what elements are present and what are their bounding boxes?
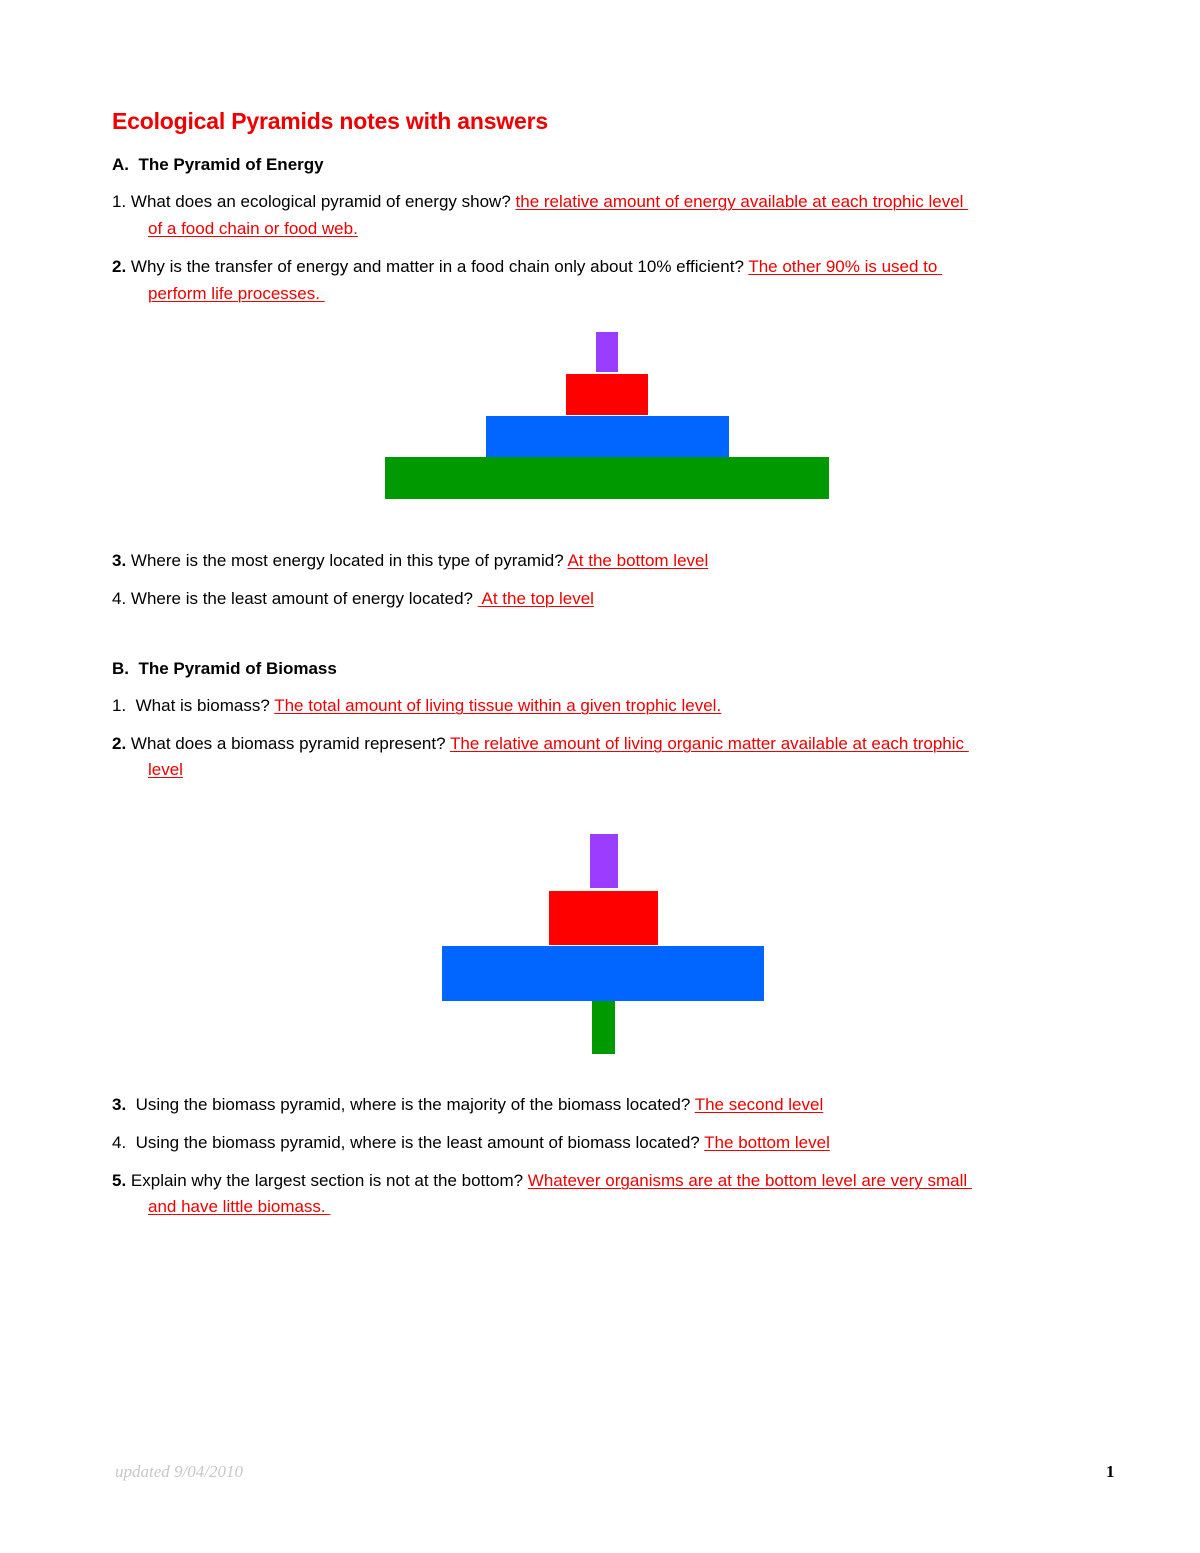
document-title: Ecological Pyramids notes with answers xyxy=(112,108,548,134)
biomass-pyramid-bottom-level xyxy=(592,1001,615,1054)
page-number: 1 xyxy=(1106,1462,1115,1481)
energy-pyramid-top-level xyxy=(596,332,618,372)
energy-pyramid-bottom-level xyxy=(385,457,829,499)
biomass-pyramid-third-level xyxy=(549,891,658,945)
section-a-heading: A. The Pyramid of Energy xyxy=(112,155,324,174)
section-a-question-3 xyxy=(112,548,708,574)
answer-text: The other 90% is used to xyxy=(748,257,943,276)
energy-pyramid-third-level xyxy=(566,374,648,415)
footer-updated-date: updated 9/04/2010 xyxy=(115,1462,243,1481)
question-number: 1. xyxy=(112,192,127,211)
answer-text: the relative amount of energy available at each trophic level xyxy=(515,192,969,211)
question-number: 5. xyxy=(112,1171,127,1190)
section-b-answer-5-continued xyxy=(148,1194,330,1220)
question-number: 1. xyxy=(112,696,127,715)
question-text: Where is the least amount of energy located? xyxy=(126,589,478,608)
section-a-question-1 xyxy=(112,189,968,215)
section-b-question-5 xyxy=(112,1168,972,1194)
section-b-answer-2-continued xyxy=(148,757,183,783)
question-number: 2. xyxy=(112,257,127,276)
answer-text: The total amount of living tissue within a given trophic level. xyxy=(274,696,722,715)
section-b-question-4 xyxy=(112,1130,830,1156)
section-b-heading: B. The Pyramid of Biomass xyxy=(112,659,337,678)
question-number: 4. xyxy=(112,589,127,608)
answer-text: Whatever organisms are at the bottom level are very small xyxy=(527,1171,972,1190)
question-text: Using the biomass pyramid, where is the majority of the biomass located? xyxy=(126,1095,695,1114)
answer-text: and have little biomass. xyxy=(148,1197,331,1216)
question-number: 3. xyxy=(112,551,127,570)
question-text: Using the biomass pyramid, where is the least amount of biomass located? xyxy=(126,1133,705,1152)
question-number: 3. xyxy=(112,1095,127,1114)
energy-pyramid-second-level xyxy=(486,416,729,457)
answer-text: The second level xyxy=(694,1095,824,1114)
question-number: 2. xyxy=(112,734,127,753)
answer-text: At the bottom level xyxy=(567,551,709,570)
biomass-pyramid-second-level xyxy=(442,946,764,1001)
question-text: Why is the transfer of energy and matter in a food chain only about 10% efficient? xyxy=(126,257,749,276)
answer-text: level xyxy=(148,760,183,779)
answer-text: The relative amount of living organic matter available at each trophic xyxy=(449,734,969,753)
answer-text: perform life processes. xyxy=(148,284,325,303)
section-b-question-1 xyxy=(112,693,721,719)
section-a-question-4 xyxy=(112,586,594,612)
question-text: What does a biomass pyramid represent? xyxy=(126,734,450,753)
section-b-question-2 xyxy=(112,731,969,757)
section-b-question-3 xyxy=(112,1092,823,1118)
question-number: 4. xyxy=(112,1133,127,1152)
question-text: What is biomass? xyxy=(126,696,275,715)
answer-text: of a food chain or food web. xyxy=(148,219,358,238)
section-a-answer-2-continued xyxy=(148,281,325,307)
section-a-question-2 xyxy=(112,254,942,280)
biomass-pyramid-top-level xyxy=(590,834,618,888)
question-text: Explain why the largest section is not at the bottom? xyxy=(126,1171,528,1190)
question-text: Where is the most energy located in this type of pyramid? xyxy=(126,551,568,570)
answer-text: At the top level xyxy=(477,589,594,608)
question-text: What does an ecological pyramid of energy show? xyxy=(126,192,516,211)
section-a-answer-1-continued xyxy=(148,216,358,242)
answer-text: The bottom level xyxy=(704,1133,830,1152)
